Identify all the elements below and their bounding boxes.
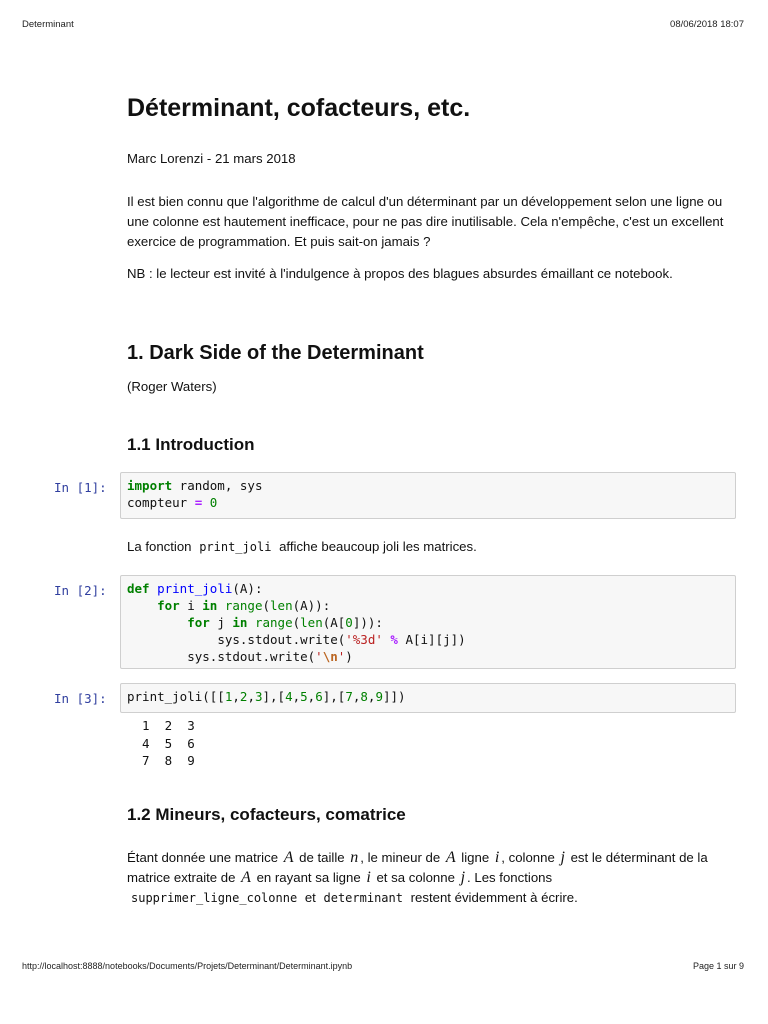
text-run: est le déterminant de la matrice extraite de [127,850,708,885]
code-token: len [270,598,293,613]
print-footer-page: Page 1 sur 9 [692,961,744,971]
code-token: 4 [285,689,293,704]
output-line: 1 2 3 [127,718,195,733]
text-run: et [301,890,320,905]
code-token: ) [345,649,353,664]
code-token: len [300,615,323,630]
code-token: in [202,598,218,613]
text-run: ligne [457,850,493,865]
text-run: restent évidemment à écrire. [406,890,578,905]
code-token: A[i][j]) [397,632,466,647]
output-line: 4 5 6 [127,735,195,751]
output-3 [127,717,195,770]
code-token: % [390,632,398,647]
nb-paragraph: NB : le lecteur est invité à l'indulgence à propos des blagues absurdes émaillant ce notebook. [127,266,673,281]
inline-code: determinant [323,891,403,905]
section-1-subtitle: (Roger Waters) [127,379,217,394]
code-token: 0 [345,615,353,630]
code-cell-1[interactable] [120,472,736,519]
code-token: for [187,615,210,630]
code-token: i [179,598,203,613]
text-run: La fonction [127,539,196,554]
code-token: \n [322,649,338,664]
print-header-datetime: 08/06/2018 18:07 [670,19,744,30]
code-token: range [224,598,263,613]
math-var: n [350,849,359,866]
code-token: ' [337,649,346,664]
text-run: affiche beaucoup joli les matrices. [275,539,477,554]
author-line: Marc Lorenzi - 21 mars 2018 [127,151,296,166]
code-token: 7 [345,689,353,704]
code-token: (A)): [292,598,331,613]
math-var: j [460,869,466,886]
code-token: 1 [224,689,233,704]
math-var: A [283,849,294,866]
code-token: 8 [360,689,368,704]
section-1-2-heading: 1.2 Mineurs, cofacteurs, comatrice [127,805,406,824]
section-1-1-heading: 1.1 Introduction [127,435,255,454]
output-line: 7 8 9 [127,753,195,768]
print-footer-url: http://localhost:8888/notebooks/Documents/Projets/Determinant/Determinant.ipynb [22,961,353,971]
section-1-heading: 1. Dark Side of the Determinant [127,342,424,364]
code-token: 5 [300,689,308,704]
code-token: sys.stdout.write( [187,649,316,664]
cell-3-prompt: In [3]: [54,691,107,706]
code-token: in [232,615,248,630]
text-run: en rayant sa ligne [252,870,365,885]
text-run: de taille [295,850,349,865]
code-token: 3 [254,689,263,704]
inline-code: print_joli [199,540,272,554]
code-token: '%3d' [345,632,383,647]
math-var: i [494,849,500,866]
code-token: random, sys [172,478,263,493]
code-token: (A): [232,581,263,596]
code-token: (A[ [322,615,346,630]
math-var: i [366,869,371,886]
page-title: Déterminant, cofacteurs, etc. [127,94,471,122]
math-var: A [241,869,251,886]
code-token: 6 [315,689,323,704]
math-var: A [445,849,456,866]
code-cell-2[interactable]: def print_joli(A): for i in range(len(A)): for j in range(len(A[0])): sys.stdout.write('%3d' % A[i][j]) sys.stdout.write('\n') [120,575,736,669]
code-token: range [254,615,293,630]
text-run: Étant donnée une matrice [127,850,282,865]
text-run: et sa colonne [372,870,459,885]
code-token: def [127,581,150,596]
math-var: j [560,849,565,866]
print-joli-paragraph [127,537,737,557]
mineurs-paragraph [127,848,737,908]
print-header-title: Determinant [22,19,74,30]
code-token: = [194,495,203,510]
code-token: 0 [209,495,218,510]
code-token: 9 [375,689,383,704]
text-run: . Les fonctions [467,870,553,885]
code-token: import [127,478,173,493]
intro-paragraph: Il est bien connu que l'algorithme de calcul d'un déterminant par un développement selon une ligne ou une colonne est hautement inefficace, pour ne pas dire inutilisable. Cela n'empêche, c'est un excellent exercice de programmation. Et puis sait-on jamais ? [127,194,724,249]
code-token: ])): [352,615,383,630]
text-run: , le mineur de [360,850,444,865]
code-token: for [157,598,180,613]
code-token: sys.stdout.write( [217,632,346,647]
cell-1-prompt: In [1]: [54,480,107,495]
code-token: j [209,615,233,630]
cell-2-prompt: In [2]: [54,583,107,598]
code-token: print_joli [157,581,233,596]
code-cell-3[interactable]: print_joli([[1,2,3],[4,5,6],[7,8,9]]) [120,683,736,713]
code-token: compteur [127,495,195,510]
code-token: print_joli([[ [127,689,225,704]
code-token: 2 [239,689,248,704]
inline-code: supprimer_ligne_colonne [131,891,298,905]
text-run: , colonne [501,850,559,865]
code-token: ' [315,649,323,664]
